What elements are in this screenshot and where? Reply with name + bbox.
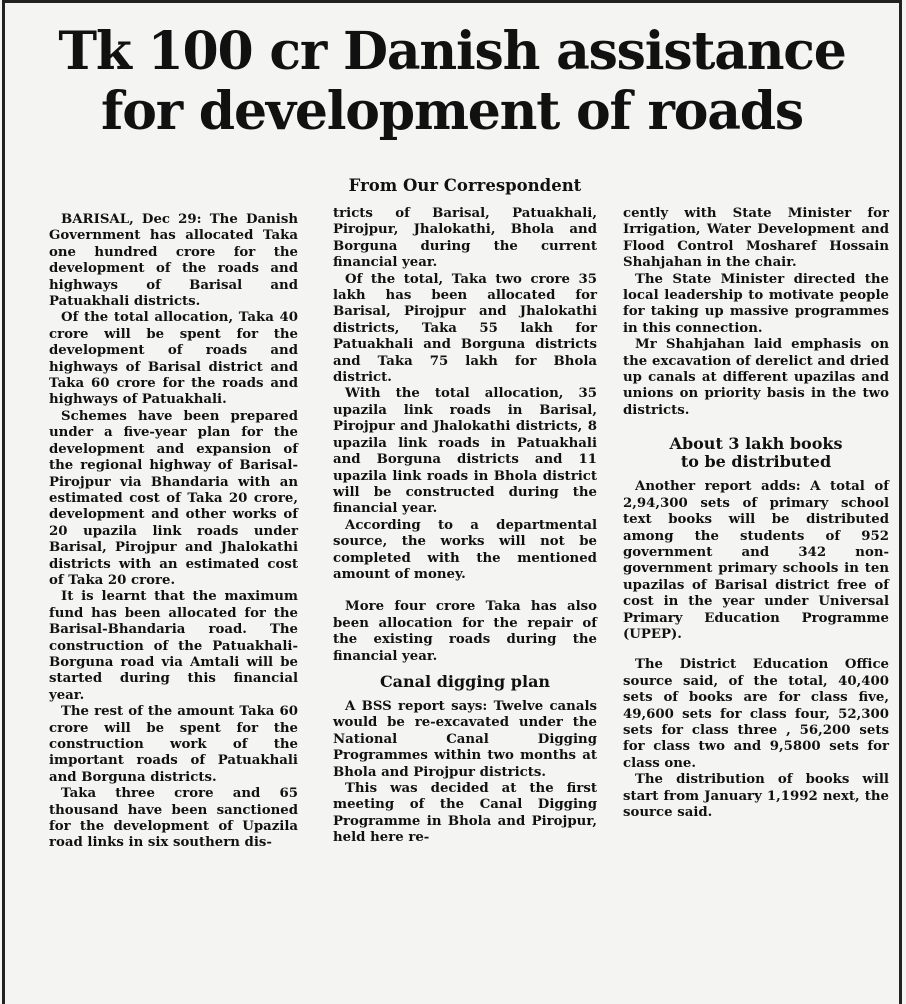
paragraph: It is learnt that the maximum fund has been allocated for the Barisal-Bhandaria road. The construction of the Patuakhali-Borguna road via Amtali will be started during this financial year. xyxy=(49,589,298,703)
paragraph: More four crore Taka has also been allocation for the repair of the existing roads during the financial year. xyxy=(333,599,597,664)
headline xyxy=(5,22,899,142)
paragraph: Of the total, Taka two crore 35 lakh has been allocated for Barisal, Pirojpur and Jhalokathi districts, Taka 55 lakh for Patuakhali and Borguna districts and Taka 75 lakh for Bhola district. xyxy=(333,271,597,386)
paragraph: The District Education Office source said, of the total, 40,400 sets of books are for class five, 49,600 sets for class four, 52,300 sets for class three , 56,200 sets for class two and 9,5800 sets for class one. xyxy=(623,657,889,771)
paragraph: The State Minister directed the local leadership to motivate people for taking up massive programmes in this connection. xyxy=(623,271,889,336)
paragraph: This was decided at the first meeting of the Canal Digging Programme in Bhola and Pirojpur, held here re- xyxy=(333,781,597,846)
column-2 xyxy=(333,206,597,847)
paragraph: Another report adds: A total of 2,94,300 sets of primary school text books will be distributed among the students of 952 government and 342 non-government primary schools in ten upazilas of Barisal district free of cost in the year under Universal Primary Education Programme (UPEP). xyxy=(623,479,889,642)
paragraph: With the total allocation, 35 upazila link roads in Barisal, Pirojpur and Jhalokathi districts, 8 upazila link roads in Patuakhali and Borguna districts and 11 upazila link roads in Bhola district will be constructed during the financial year. xyxy=(333,386,597,517)
paragraph: A BSS report says: Twelve canals would be re-excavated under the National Canal Digging Programmes within two months at Bhola and Pirojpur districts. xyxy=(333,698,597,780)
paragraph: Of the total allocation, Taka 40 crore will be spent for the development of roads and highways of Barisal district and Taka 60 crore for the roads and highways of Patuakhali. xyxy=(49,310,298,408)
column-1 xyxy=(49,212,298,852)
paragraph: The distribution of books will start from January 1,1992 next, the source said. xyxy=(623,772,889,820)
paragraph: Mr Shahjahan laid emphasis on the excavation of derelict and dried up canals at different upazilas and unions on priority basis in the two districts. xyxy=(623,337,889,418)
paragraph: tricts of Barisal, Patuakhali, Pirojpur, Jhalokathi, Bhola and Borguna during the current financial year. xyxy=(333,206,597,271)
headline-line-2: for development of roads xyxy=(101,81,803,142)
column-3 xyxy=(623,206,889,821)
canal-heading: Canal digging plan xyxy=(379,671,551,691)
paragraph: BARISAL, Dec 29: The Danish Government has allocated Taka one hundred crore for the development of the roads and highways of Barisal and Patuakhali districts. xyxy=(49,212,298,310)
top-rule xyxy=(5,0,899,3)
headline-line-1: Tk 100 cr Danish assistance xyxy=(58,21,846,82)
paragraph: cently with State Minister for Irrigation, Water Development and Flood Control Mosharef Hossain Shahjahan in the chair. xyxy=(623,206,889,271)
article-frame xyxy=(2,0,902,1004)
paragraph: According to a departmental source, the works will not be completed with the mentioned amount of money. xyxy=(333,517,597,582)
books-heading xyxy=(623,435,889,471)
byline: From Our Correspondent xyxy=(348,176,582,195)
books-heading-line-1: About 3 lakh books xyxy=(669,434,843,454)
paragraph: The rest of the amount Taka 60 crore will be spent for the construction work of the important roads of Patuakhali and Borguna districts. xyxy=(49,704,298,785)
paragraph: Schemes have been prepared under a five-year plan for the development and expansion of the regional highway of Barisal-Pirojpur via Bhandaria with an estimated cost of Taka 20 crore, development and other works of 20 upazila link roads under Barisal, Pirojpur and Jhalokathi districts with an estimated cost of Taka 20 crore. xyxy=(49,408,298,588)
paragraph: Taka three crore and 65 thousand have been sanctioned for the development of Upazila road links in six southern dis- xyxy=(49,786,298,851)
books-heading-line-2: to be distributed xyxy=(680,452,832,472)
